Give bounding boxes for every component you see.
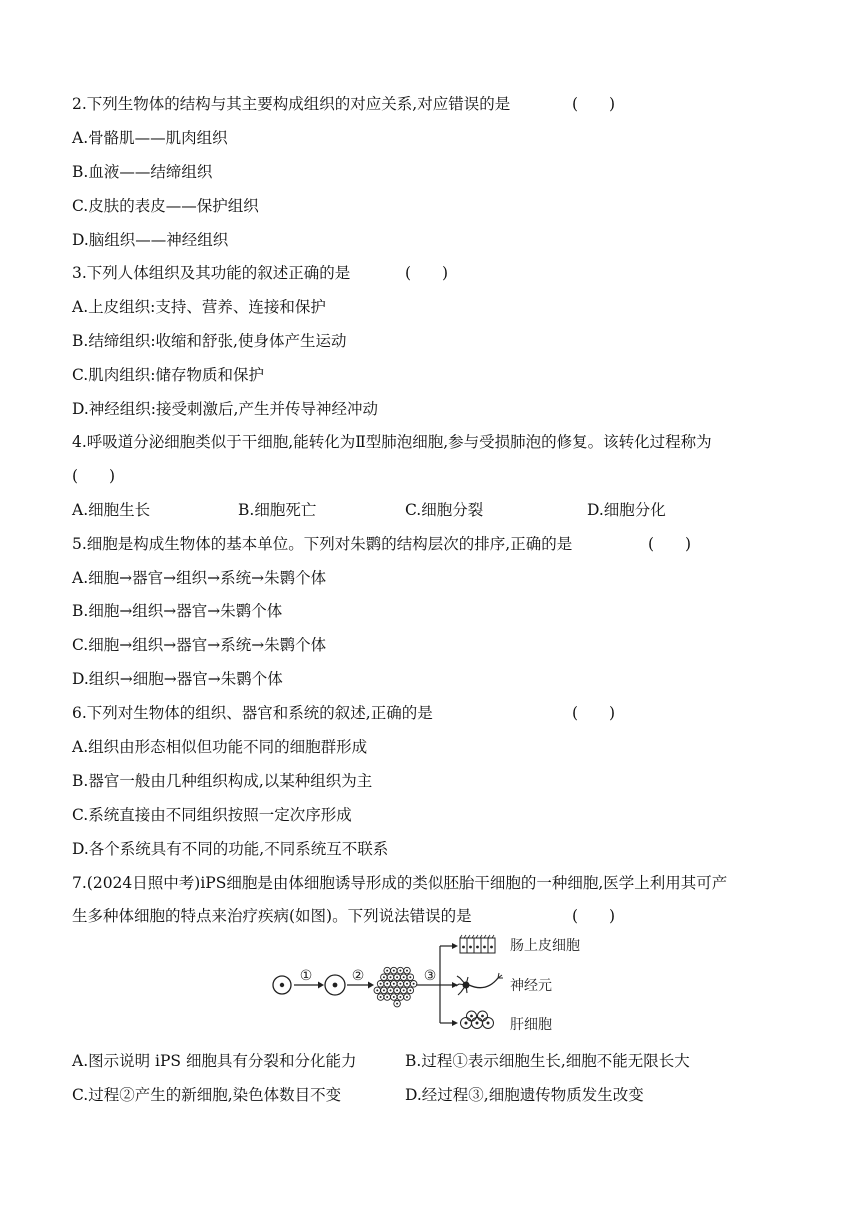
q5-option-b: B.细胞→组织→器官→朱鹮个体 — [72, 602, 283, 620]
q2-option-b: B.血液——结缔组织 — [72, 163, 213, 181]
q7-stem-line2: 生多种体细胞的特点来治疗疾病(如图)。下列说法错误的是 — [72, 907, 472, 925]
cluster-cell-nucleus — [406, 983, 408, 985]
q5-option-d: D.组织→细胞→器官→朱鹮个体 — [72, 670, 283, 688]
q4-option-c: C.细胞分裂 — [405, 501, 484, 519]
q2-option-d: D.脑组织——神经组织 — [72, 231, 229, 249]
cluster-cell-nucleus — [386, 970, 388, 972]
cluster-cell-nucleus — [393, 983, 395, 985]
q2-option-a: A.骨骼肌——肌肉组织 — [72, 129, 228, 147]
step1-label: ① — [299, 968, 313, 984]
q7-option-a: A.图示说明 iPS 细胞具有分裂和分化能力 — [72, 1052, 357, 1070]
grown-cell-icon — [325, 975, 345, 995]
cluster-cell-nucleus — [399, 996, 401, 998]
cluster-cell-nucleus — [380, 983, 382, 985]
cluster-cell-nucleus — [376, 989, 378, 991]
q4-option-a: A.细胞生长 — [72, 501, 151, 519]
q5-answer-paren[interactable]: ( ) — [648, 535, 692, 553]
cluster-cell-nucleus — [403, 976, 405, 978]
intestinal-epithelial-cell-icon — [460, 935, 495, 953]
cluster-cell-nucleus — [393, 996, 395, 998]
cluster-cell-nucleus — [406, 970, 408, 972]
ips-cell-diagram — [268, 932, 598, 1042]
cell-cluster-icon — [374, 967, 417, 1007]
cluster-cell-nucleus — [390, 976, 392, 978]
q4-option-b: B.细胞死亡 — [238, 501, 317, 519]
q3-option-a: A.上皮组织:支持、营养、连接和保护 — [72, 298, 326, 316]
q7-option-b: B.过程①表示细胞生长,细胞不能无限长大 — [405, 1052, 690, 1070]
q3-answer-paren[interactable]: ( ) — [405, 264, 449, 282]
q6-option-a: A.组织由形态相似但功能不同的细胞群形成 — [72, 738, 368, 756]
liver-cell-icon — [461, 1011, 494, 1029]
cluster-cell-nucleus — [399, 983, 401, 985]
cluster-cell-nucleus — [403, 989, 405, 991]
q3-option-d: D.神经组织:接受刺激后,产生并传导神经冲动 — [72, 400, 378, 418]
q2-option-c: C.皮肤的表皮——保护组织 — [72, 197, 259, 215]
cluster-cell-nucleus — [413, 983, 415, 985]
cluster-cell-nucleus — [393, 970, 395, 972]
q7-answer-paren[interactable]: ( ) — [572, 907, 616, 925]
q4-stem: 4.呼吸道分泌细胞类似于干细胞,能转化为Ⅱ型肺泡细胞,参与受损肺泡的修复。该转化过程称为 — [72, 433, 712, 451]
cluster-cell-nucleus — [386, 996, 388, 998]
q2-stem: 2.下列生物体的结构与其主要构成组织的对应关系,对应错误的是 — [72, 95, 511, 113]
q5-option-a: A.细胞→器官→组织→系统→朱鹮个体 — [72, 569, 327, 587]
q6-option-c: C.系统直接由不同组织按照一定次序形成 — [72, 806, 352, 824]
cluster-cell-nucleus — [399, 970, 401, 972]
cluster-cell-nucleus — [386, 983, 388, 985]
cluster-cell-nucleus — [396, 1003, 398, 1005]
cluster-cell-nucleus — [409, 989, 411, 991]
cluster-cell-nucleus — [383, 976, 385, 978]
q6-answer-paren[interactable]: ( ) — [572, 704, 616, 722]
q2-answer-paren[interactable]: ( ) — [572, 95, 616, 113]
cluster-cell-nucleus — [406, 996, 408, 998]
q4-option-d: D.细胞分化 — [587, 501, 666, 519]
q3-option-b: B.结缔组织:收缩和舒张,使身体产生运动 — [72, 332, 347, 350]
cluster-cell-nucleus — [380, 996, 382, 998]
step3-label: ③ — [423, 968, 437, 984]
q7-option-d: D.经过程③,细胞遗传物质发生改变 — [405, 1086, 644, 1104]
cluster-cell-nucleus — [396, 976, 398, 978]
cluster-cell-nucleus — [396, 989, 398, 991]
cluster-cell-nucleus — [383, 989, 385, 991]
liver-cell-label: 肝细胞 — [510, 1017, 552, 1033]
q7-stem-line1: 7.(2024日照中考)iPS细胞是由体细胞诱导形成的类似胚胎干细胞的一种细胞,医学上利用其可产 — [72, 874, 728, 892]
q7-option-c: C.过程②产生的新细胞,染色体数目不变 — [72, 1086, 342, 1104]
neuron-label: 神经元 — [510, 978, 552, 994]
q3-option-c: C.肌肉组织:储存物质和保护 — [72, 366, 264, 384]
q6-option-b: B.器官一般由几种组织构成,以某种组织为主 — [72, 772, 373, 790]
step2-label: ② — [351, 968, 365, 984]
q4-answer-paren[interactable]: ( ) — [72, 467, 116, 485]
q6-option-d: D.各个系统具有不同的功能,不同系统互不联系 — [72, 840, 389, 858]
q5-stem: 5.细胞是构成生物体的基本单位。下列对朱鹮的结构层次的排序,正确的是 — [72, 535, 573, 553]
q6-stem: 6.下列对生物体的组织、器官和系统的叙述,正确的是 — [72, 704, 433, 722]
q5-option-c: C.细胞→组织→器官→系统→朱鹮个体 — [72, 636, 327, 654]
cluster-cell-nucleus — [409, 976, 411, 978]
neuron-icon — [456, 973, 503, 995]
q3-stem: 3.下列人体组织及其功能的叙述正确的是 — [72, 264, 351, 282]
ips-cell-icon — [273, 976, 291, 994]
cluster-cell-nucleus — [390, 989, 392, 991]
epithelial-cell-label: 肠上皮细胞 — [510, 938, 580, 954]
